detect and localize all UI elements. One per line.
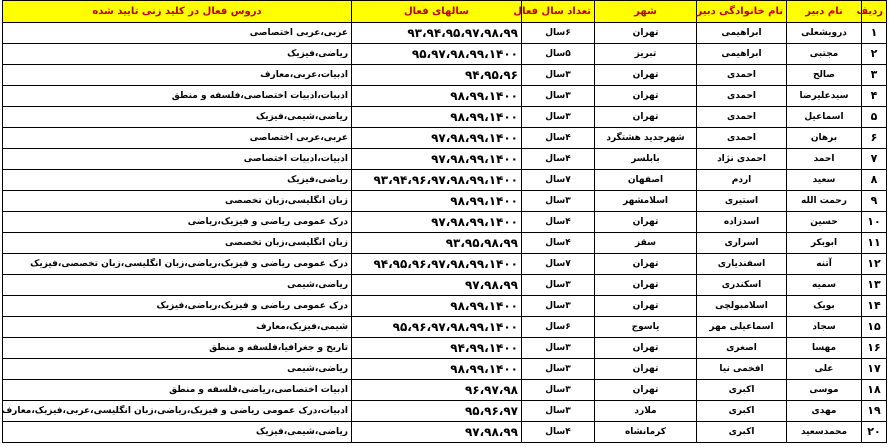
table-row — [3, 212, 887, 233]
year-count-cell[interactable]: ۴سال — [522, 422, 595, 443]
courses-cell[interactable]: ادبیات اختصاصی،ریاضی،فلسفه و منطق — [3, 380, 352, 401]
courses-cell[interactable]: ادبیات،ادبیات اختصاصی — [3, 149, 352, 170]
table-row — [3, 233, 887, 254]
active-years-cell[interactable]: ۹۵،۹۶،۹۷ — [352, 401, 522, 422]
header-city: شهر — [595, 1, 697, 23]
last-name-cell[interactable]: احمدی — [697, 128, 787, 149]
last-name-cell[interactable]: احمدی — [697, 107, 787, 128]
table-row — [3, 65, 887, 86]
row-number-cell[interactable]: ۸ — [862, 170, 887, 191]
year-count-cell[interactable]: ۷سال — [522, 170, 595, 191]
row-number-cell[interactable]: ۱۲ — [862, 254, 887, 275]
row-number-cell[interactable]: ۱۸ — [862, 380, 887, 401]
table-row — [3, 401, 887, 422]
year-count-cell[interactable]: ۴سال — [522, 149, 595, 170]
first-name-cell[interactable]: محمدسعید — [787, 422, 862, 443]
row-number-cell[interactable]: ۳ — [862, 65, 887, 86]
courses-cell[interactable]: ریاضی،شیمی،فیزیک — [3, 422, 352, 443]
first-name-cell[interactable]: سمیه — [787, 275, 862, 296]
first-name-cell[interactable]: حسین — [787, 212, 862, 233]
table-row — [3, 338, 887, 359]
city-cell[interactable]: اصفهان — [595, 170, 697, 191]
active-years-cell[interactable]: ۹۴،۹۵،۹۶،۹۷،۹۸،۹۹،۱۴۰۰ — [352, 254, 522, 275]
year-count-cell[interactable]: ۳سال — [522, 65, 595, 86]
active-years-cell[interactable]: ۹۳،۹۴،۹۵،۹۷،۹۸،۹۹ — [352, 23, 522, 44]
teachers-table — [2, 0, 887, 443]
active-years-cell[interactable]: ۹۵،۹۶،۹۷،۹۸،۹۹،۱۴۰۰ — [352, 317, 522, 338]
year-count-cell[interactable]: ۳سال — [522, 401, 595, 422]
year-count-cell[interactable]: ۳سال — [522, 380, 595, 401]
courses-cell[interactable]: ادبیات،ادبیات اختصاصی،فلسفه و منطق — [3, 86, 352, 107]
last-name-cell[interactable]: اسراری — [697, 233, 787, 254]
last-name-cell[interactable]: اسدزاده — [697, 212, 787, 233]
year-count-cell[interactable]: ۷سال — [522, 254, 595, 275]
year-count-cell[interactable]: ۳سال — [522, 338, 595, 359]
header-last-name: نام خانوادگی دبیر — [697, 1, 787, 23]
last-name-cell[interactable]: احمدی — [697, 86, 787, 107]
active-years-cell[interactable]: ۹۳،۹۵،۹۸،۹۹ — [352, 233, 522, 254]
table-row — [3, 359, 887, 380]
table-row — [3, 317, 887, 338]
header-row-number: ردیف — [862, 1, 887, 23]
year-count-cell[interactable]: ۳سال — [522, 86, 595, 107]
header-first-name: نام دبیر — [787, 1, 862, 23]
city-cell[interactable]: ملارد — [595, 401, 697, 422]
table-row — [3, 23, 887, 44]
courses-cell[interactable]: ریاضی،شیمی — [3, 359, 352, 380]
table-row — [3, 128, 887, 149]
city-cell[interactable]: بابلسر — [595, 149, 697, 170]
city-cell[interactable]: اسلامشهر — [595, 191, 697, 212]
first-name-cell[interactable]: رحمت الله — [787, 191, 862, 212]
active-years-cell[interactable]: ۹۳،۹۴،۹۶،۹۷،۹۸،۹۹،۱۴۰۰ — [352, 170, 522, 191]
table-row — [3, 107, 887, 128]
row-number-cell[interactable]: ۷ — [862, 149, 887, 170]
active-years-cell[interactable]: ۹۷،۹۸،۹۹ — [352, 422, 522, 443]
courses-cell[interactable]: تاریخ و جغرافیا،فلسفه و منطق — [3, 338, 352, 359]
row-number-cell[interactable]: ۱۵ — [862, 317, 887, 338]
last-name-cell[interactable]: اکبری — [697, 401, 787, 422]
courses-cell[interactable]: ریاضی،شیمی — [3, 275, 352, 296]
row-number-cell[interactable]: ۱۶ — [862, 338, 887, 359]
table-row — [3, 380, 887, 401]
last-name-cell[interactable]: اکبری — [697, 422, 787, 443]
city-cell[interactable]: تهران — [595, 212, 697, 233]
year-count-cell[interactable]: ۴سال — [522, 233, 595, 254]
courses-cell[interactable]: درک عمومی ریاضی و فیزیک،ریاضی،فیزیک — [3, 296, 352, 317]
table-row — [3, 254, 887, 275]
header-active-years: سالهای فعال — [352, 1, 522, 23]
row-number-cell[interactable]: ۱۰ — [862, 212, 887, 233]
city-cell[interactable]: تهران — [595, 254, 697, 275]
first-name-cell[interactable]: آتنه — [787, 254, 862, 275]
year-count-cell[interactable]: ۳سال — [522, 296, 595, 317]
first-name-cell[interactable]: مهدی — [787, 401, 862, 422]
last-name-cell[interactable]: اسکندری — [697, 275, 787, 296]
active-years-cell[interactable]: ۹۴،۹۹،۱۴۰۰ — [352, 338, 522, 359]
city-cell[interactable]: تهران — [595, 338, 697, 359]
last-name-cell[interactable]: ابراهیمی — [697, 44, 787, 65]
row-number-cell[interactable]: ۱۹ — [862, 401, 887, 422]
city-cell[interactable]: تبریز — [595, 44, 697, 65]
courses-cell[interactable]: ریاضی،شیمی،فیزیک — [3, 107, 352, 128]
active-years-cell[interactable]: ۹۴،۹۵،۹۶ — [352, 65, 522, 86]
city-cell[interactable]: تهران — [595, 65, 697, 86]
table-row — [3, 422, 887, 443]
last-name-cell[interactable]: احمدی — [697, 65, 787, 86]
city-cell[interactable]: تهران — [595, 23, 697, 44]
active-years-cell[interactable]: ۹۸،۹۹،۱۴۰۰ — [352, 359, 522, 380]
first-name-cell[interactable]: موسی — [787, 380, 862, 401]
table-row — [3, 44, 887, 65]
table-row — [3, 149, 887, 170]
row-number-cell[interactable]: ۱ — [862, 23, 887, 44]
city-cell[interactable]: تهران — [595, 359, 697, 380]
courses-cell[interactable]: ادبیات،عربی،معارف — [3, 65, 352, 86]
courses-cell[interactable]: عربی،عربی اختصاصی — [3, 23, 352, 44]
last-name-cell[interactable]: اسلامبولچی — [697, 296, 787, 317]
city-cell[interactable]: تهران — [595, 275, 697, 296]
row-number-cell[interactable]: ۵ — [862, 107, 887, 128]
city-cell[interactable]: تهران — [595, 107, 697, 128]
row-number-cell[interactable]: ۱۷ — [862, 359, 887, 380]
courses-cell[interactable]: ادبیات،درک عمومی ریاضی و فیزیک،ریاضی،زبان انگلیسی،عربی،فیزیک،معارف — [3, 401, 352, 422]
active-years-cell[interactable]: ۹۸،۹۹،۱۴۰۰ — [352, 107, 522, 128]
first-name-cell[interactable]: ابوبکر — [787, 233, 862, 254]
last-name-cell[interactable]: افخمی نیا — [697, 359, 787, 380]
active-years-cell[interactable]: ۹۷،۹۸،۹۹،۱۴۰۰ — [352, 128, 522, 149]
courses-cell[interactable]: زبان انگلیسی،زبان تخصصی — [3, 191, 352, 212]
courses-cell[interactable]: درک عمومی ریاضی و فیزیک،ریاضی،زبان انگلیسی،زبان تخصصی،فیزیک — [3, 254, 352, 275]
year-count-cell[interactable]: ۳سال — [522, 191, 595, 212]
header-year-count: تعداد سال فعال — [522, 1, 595, 23]
table-row — [3, 275, 887, 296]
row-number-cell[interactable]: ۲۰ — [862, 422, 887, 443]
first-name-cell[interactable]: اسماعیل — [787, 107, 862, 128]
city-cell[interactable]: تهران — [595, 380, 697, 401]
row-number-cell[interactable]: ۱۳ — [862, 275, 887, 296]
row-number-cell[interactable]: ۲ — [862, 44, 887, 65]
first-name-cell[interactable]: علی — [787, 359, 862, 380]
courses-cell[interactable]: ریاضی،فیزیک — [3, 170, 352, 191]
first-name-cell[interactable]: بویک — [787, 296, 862, 317]
last-name-cell[interactable]: اصغری — [697, 338, 787, 359]
last-name-cell[interactable]: ابراهیمی — [697, 23, 787, 44]
last-name-cell[interactable]: اسماعیلی مهر — [697, 317, 787, 338]
year-count-cell[interactable]: ۳سال — [522, 359, 595, 380]
year-count-cell[interactable]: ۴سال — [522, 212, 595, 233]
row-number-cell[interactable]: ۱۴ — [862, 296, 887, 317]
active-years-cell[interactable]: ۹۷،۹۸،۹۹،۱۴۰۰ — [352, 149, 522, 170]
first-name-cell[interactable]: مجتبی — [787, 44, 862, 65]
first-name-cell[interactable]: درویشعلی — [787, 23, 862, 44]
courses-cell[interactable]: زبان انگلیسی،زبان تخصصی — [3, 233, 352, 254]
year-count-cell[interactable]: ۶سال — [522, 23, 595, 44]
year-count-cell[interactable]: ۶سال — [522, 317, 595, 338]
last-name-cell[interactable]: اکبری — [697, 380, 787, 401]
city-cell[interactable]: یاسوج — [595, 317, 697, 338]
active-years-cell[interactable]: ۹۵،۹۷،۹۸،۹۹،۱۴۰۰ — [352, 44, 522, 65]
year-count-cell[interactable]: ۳سال — [522, 275, 595, 296]
active-years-cell[interactable]: ۹۶،۹۷،۹۸ — [352, 380, 522, 401]
active-years-cell[interactable]: ۹۷،۹۸،۹۹،۱۴۰۰ — [352, 212, 522, 233]
year-count-cell[interactable]: ۵سال — [522, 44, 595, 65]
city-cell[interactable]: کرمانشاه — [595, 422, 697, 443]
table-row — [3, 170, 887, 191]
city-cell[interactable]: تهران — [595, 86, 697, 107]
row-number-cell[interactable]: ۴ — [862, 86, 887, 107]
active-years-cell[interactable]: ۹۷،۹۸،۹۹ — [352, 275, 522, 296]
city-cell[interactable]: تهران — [595, 296, 697, 317]
last-name-cell[interactable]: اسفندیاری — [697, 254, 787, 275]
row-number-cell[interactable]: ۱۱ — [862, 233, 887, 254]
row-number-cell[interactable]: ۹ — [862, 191, 887, 212]
city-cell[interactable]: شهرجدید هشتگرد — [595, 128, 697, 149]
row-number-cell[interactable]: ۶ — [862, 128, 887, 149]
year-count-cell[interactable]: ۴سال — [522, 128, 595, 149]
courses-cell[interactable]: ریاضی،فیزیک — [3, 44, 352, 65]
active-years-cell[interactable]: ۹۸،۹۹،۱۴۰۰ — [352, 86, 522, 107]
active-years-cell[interactable]: ۹۸،۹۹،۱۴۰۰ — [352, 191, 522, 212]
table-row — [3, 191, 887, 212]
year-count-cell[interactable]: ۳سال — [522, 107, 595, 128]
first-name-cell[interactable]: احمد — [787, 149, 862, 170]
city-cell[interactable]: سقز — [595, 233, 697, 254]
table-row — [3, 86, 887, 107]
active-years-cell[interactable]: ۹۸،۹۹،۱۴۰۰ — [352, 296, 522, 317]
last-name-cell[interactable]: اردم — [697, 170, 787, 191]
first-name-cell[interactable]: مهسا — [787, 338, 862, 359]
courses-cell[interactable]: درک عمومی ریاضی و فیزیک،ریاضی — [3, 212, 352, 233]
first-name-cell[interactable]: سیدعلیرضا — [787, 86, 862, 107]
last-name-cell[interactable]: استیری — [697, 191, 787, 212]
header-courses: دروس فعال در کلید زنی تایید شده — [3, 1, 352, 23]
first-name-cell[interactable]: سجاد — [787, 317, 862, 338]
first-name-cell[interactable]: سعید — [787, 170, 862, 191]
first-name-cell[interactable]: برهان — [787, 128, 862, 149]
courses-cell[interactable]: عربی،عربی اختصاصی — [3, 128, 352, 149]
first-name-cell[interactable]: صالح — [787, 65, 862, 86]
table-row — [3, 296, 887, 317]
last-name-cell[interactable]: احمدی نژاد — [697, 149, 787, 170]
courses-cell[interactable]: شیمی،فیزیک،معارف — [3, 317, 352, 338]
header-row — [3, 1, 887, 23]
